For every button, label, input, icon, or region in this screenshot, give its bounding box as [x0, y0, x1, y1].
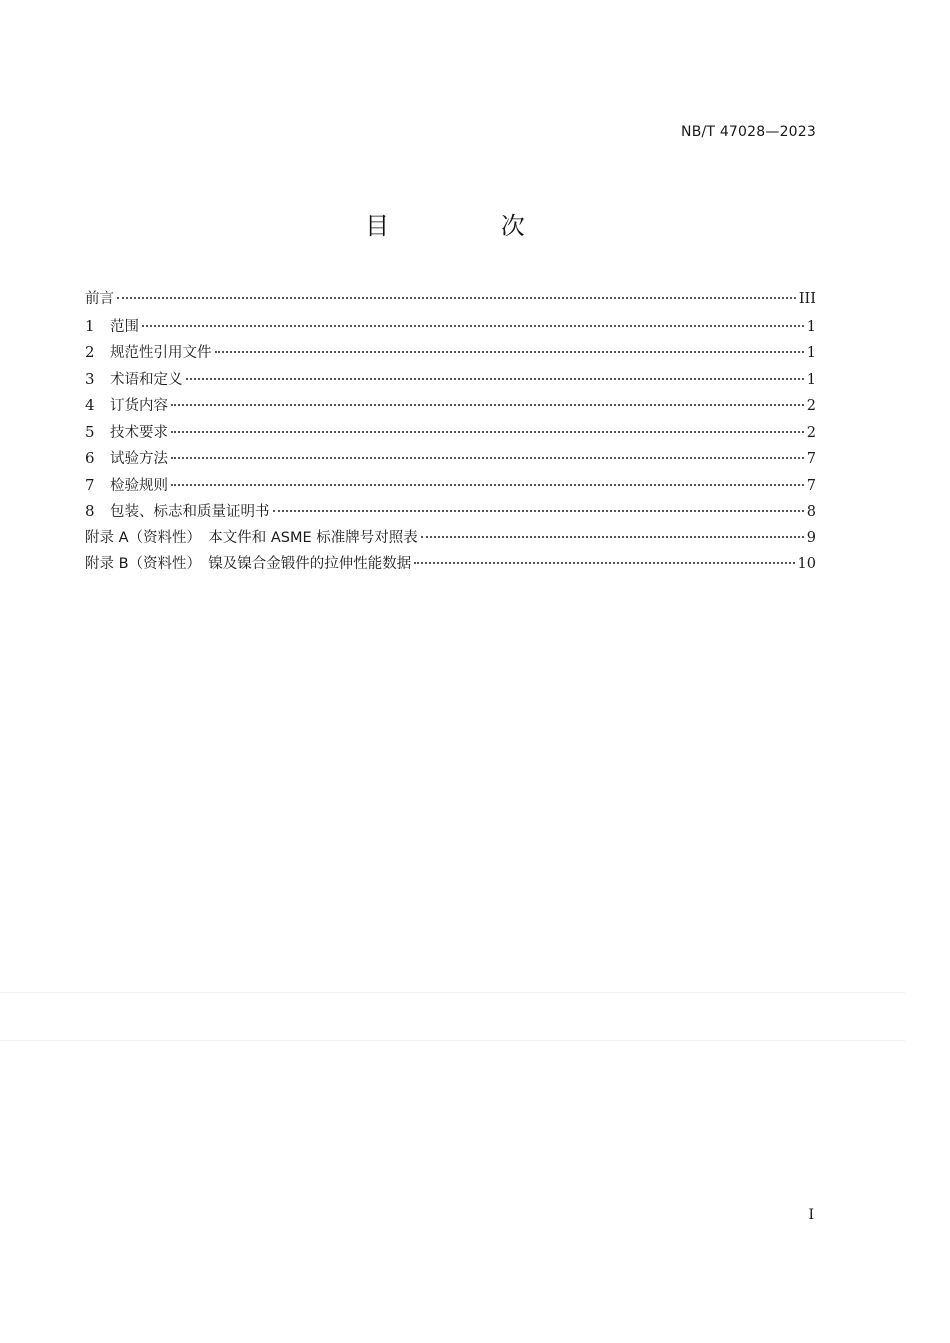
- toc-entry-3[interactable]: [85, 366, 816, 393]
- toc-entry-label: 范围: [110, 318, 139, 335]
- toc-entry-page: 2: [806, 424, 816, 441]
- toc-entry-label: 术语和定义: [110, 371, 183, 388]
- toc-leader-dots: [421, 536, 804, 538]
- toc-entry-8[interactable]: [85, 498, 816, 525]
- toc-entry-appendix-b[interactable]: [85, 551, 816, 578]
- toc-leader-dots: [117, 297, 796, 299]
- toc-entry-page: III: [798, 291, 816, 307]
- toc-entry-number: 8: [85, 502, 95, 520]
- toc-entry-label: 包装、标志和质量证明书: [110, 504, 270, 520]
- toc-entry-label: 试验方法: [110, 451, 168, 467]
- scan-artifact-line: [0, 992, 905, 993]
- toc-entry-page: 2: [806, 398, 816, 414]
- toc-entry-label: 附录 A（资料性） 本文件和 ASME 标准牌号对照表: [85, 529, 418, 546]
- toc-leader-dots: [215, 351, 804, 353]
- toc-entry-2[interactable]: [85, 339, 816, 366]
- toc-entry-label: 附录 B（资料性） 镍及镍合金锻件的拉伸性能数据: [85, 556, 412, 572]
- toc-entry-page: 7: [806, 477, 816, 494]
- toc-entry-page: 8: [806, 504, 816, 520]
- page-number: I: [808, 1207, 814, 1223]
- page-title: 目 次: [365, 212, 577, 240]
- toc-entry-label: 规范性引用文件: [110, 345, 212, 361]
- toc-entry-appendix-a[interactable]: [85, 525, 816, 552]
- toc-entry-preface[interactable]: [85, 286, 816, 313]
- toc-entry-5[interactable]: [85, 419, 816, 446]
- toc-entry-page: 1: [806, 371, 816, 388]
- toc-entry-page: 10: [797, 556, 816, 572]
- toc-leader-dots: [142, 325, 804, 327]
- toc-entry-page: 9: [806, 529, 816, 546]
- toc-entry-number: 1: [85, 316, 95, 335]
- toc-entry-number: 4: [85, 396, 95, 414]
- toc-entry-6[interactable]: [85, 445, 816, 472]
- toc-entry-1[interactable]: [85, 313, 816, 340]
- toc-entry-label: 技术要求: [110, 424, 168, 441]
- toc-entry-label: 检验规则: [110, 477, 168, 494]
- toc-leader-dots: [273, 510, 804, 512]
- table-of-contents: [85, 286, 816, 578]
- toc-leader-dots: [171, 457, 804, 459]
- scan-artifact-line: [0, 1040, 905, 1041]
- toc-entry-label: 订货内容: [110, 398, 168, 414]
- toc-entry-7[interactable]: [85, 472, 816, 499]
- toc-entry-number: 2: [85, 343, 95, 361]
- toc-entry-label: 前言: [85, 291, 114, 307]
- toc-entry-number: 5: [85, 422, 95, 441]
- toc-entry-number: 6: [85, 449, 95, 467]
- toc-leader-dots: [414, 562, 794, 564]
- toc-leader-dots: [186, 378, 804, 380]
- toc-entry-number: 7: [85, 475, 95, 494]
- toc-leader-dots: [171, 431, 804, 433]
- toc-entry-page: 1: [806, 318, 816, 335]
- toc-entry-page: 7: [806, 451, 816, 467]
- standard-code: NB/T 47028—2023: [681, 124, 816, 140]
- toc-entry-4[interactable]: [85, 392, 816, 419]
- toc-leader-dots: [171, 404, 804, 406]
- toc-leader-dots: [171, 484, 804, 486]
- toc-entry-page: 1: [806, 345, 816, 361]
- toc-entry-number: 3: [85, 369, 95, 388]
